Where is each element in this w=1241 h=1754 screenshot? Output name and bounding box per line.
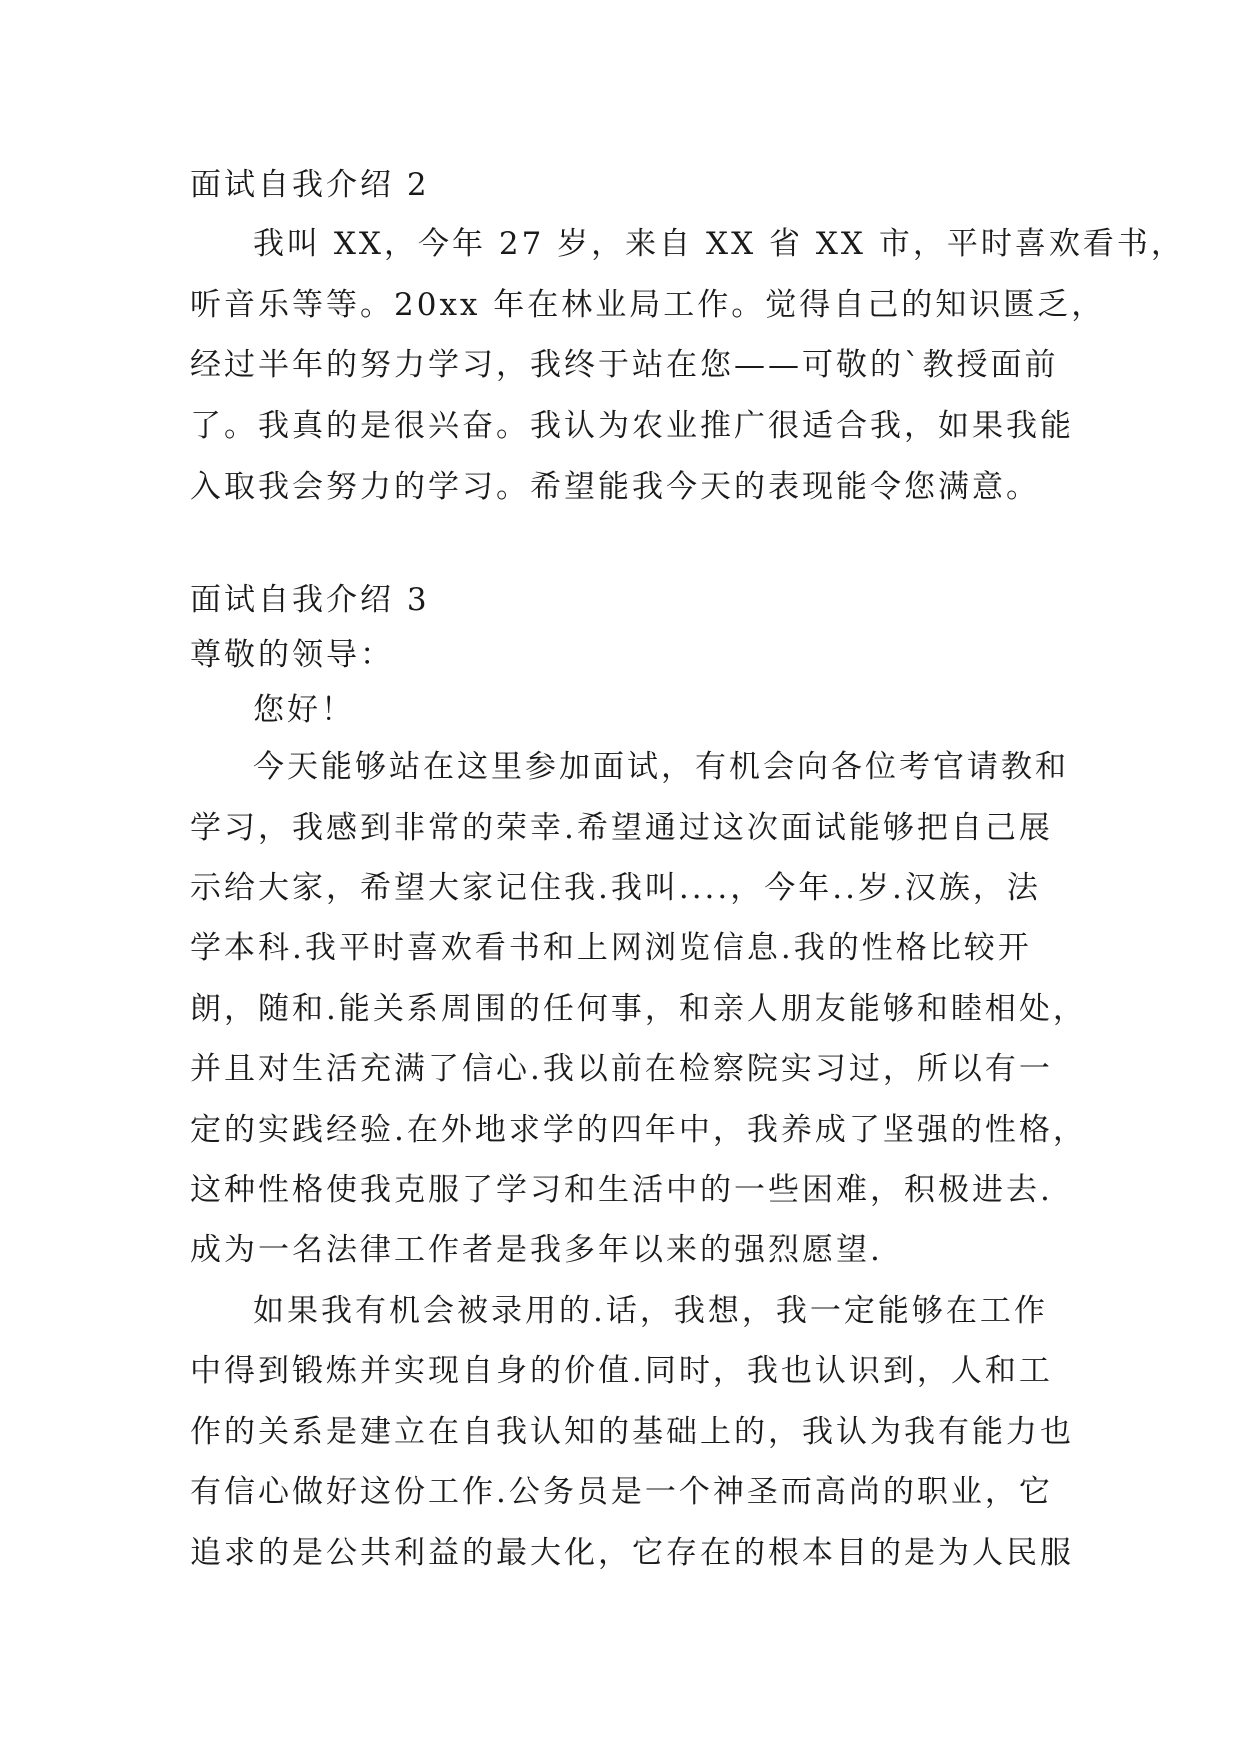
paragraph-1-line: 示给大家，希望大家记住我.我叫....，今年..岁.汉族，法 xyxy=(190,870,1041,906)
paragraph-2-line: 追求的是公共利益的最大化，它存在的根本目的是为人民服 xyxy=(190,1535,1074,1571)
paragraph-1-line: 定的实践经验.在外地求学的四年中，我养成了坚强的性格， xyxy=(190,1112,1087,1148)
paragraph-1-line: 这种性格使我克服了学习和生活中的一些困难，积极进去. xyxy=(190,1172,1053,1208)
salutation: 尊敬的领导： xyxy=(190,637,394,673)
paragraph-2-line: 有信心做好这份工作.公务员是一个神圣而高尚的职业，它 xyxy=(190,1474,1053,1510)
section-2-line: 入取我会努力的学习。希望能我今天的表现能令您满意。 xyxy=(190,469,1040,505)
paragraph-2-line: 中得到锻炼并实现自身的价值.同时，我也认识到，人和工 xyxy=(190,1353,1053,1389)
section-3-heading: 面试自我介绍 3 xyxy=(190,582,430,618)
paragraph-1-line: 成为一名法律工作者是我多年以来的强烈愿望. xyxy=(190,1232,883,1268)
section-2-line: 听音乐等等。20xx 年在林业局工作。觉得自己的知识匮乏， xyxy=(190,287,1106,323)
greeting: 您好！ xyxy=(253,692,355,728)
paragraph-2-line: 如果我有机会被录用的.话，我想，我一定能够在工作 xyxy=(253,1293,1048,1329)
paragraph-1-line: 朗，随和.能关系周围的任何事，和亲人朋友能够和睦相处， xyxy=(190,991,1087,1027)
section-2-line: 我叫 XX，今年 27 岁，来自 XX 省 XX 市，平时喜欢看书， xyxy=(253,226,1185,262)
paragraph-1-line: 学本科.我平时喜欢看书和上网浏览信息.我的性格比较开 xyxy=(190,930,1032,966)
paragraph-2-line: 作的关系是建立在自我认知的基础上的，我认为我有能力也 xyxy=(190,1414,1074,1450)
paragraph-1-line: 今天能够站在这里参加面试，有机会向各位考官请教和 xyxy=(253,749,1069,785)
section-2-line: 了。我真的是很兴奋。我认为农业推广很适合我，如果我能 xyxy=(190,408,1074,444)
paragraph-1-line: 并且对生活充满了信心.我以前在检察院实习过，所以有一 xyxy=(190,1051,1053,1087)
section-2-line: 经过半年的努力学习，我终于站在您——可敬的`教授面前 xyxy=(190,347,1059,383)
paragraph-1-line: 学习，我感到非常的荣幸.希望通过这次面试能够把自己展 xyxy=(190,810,1053,846)
section-2-heading: 面试自我介绍 2 xyxy=(190,167,430,203)
